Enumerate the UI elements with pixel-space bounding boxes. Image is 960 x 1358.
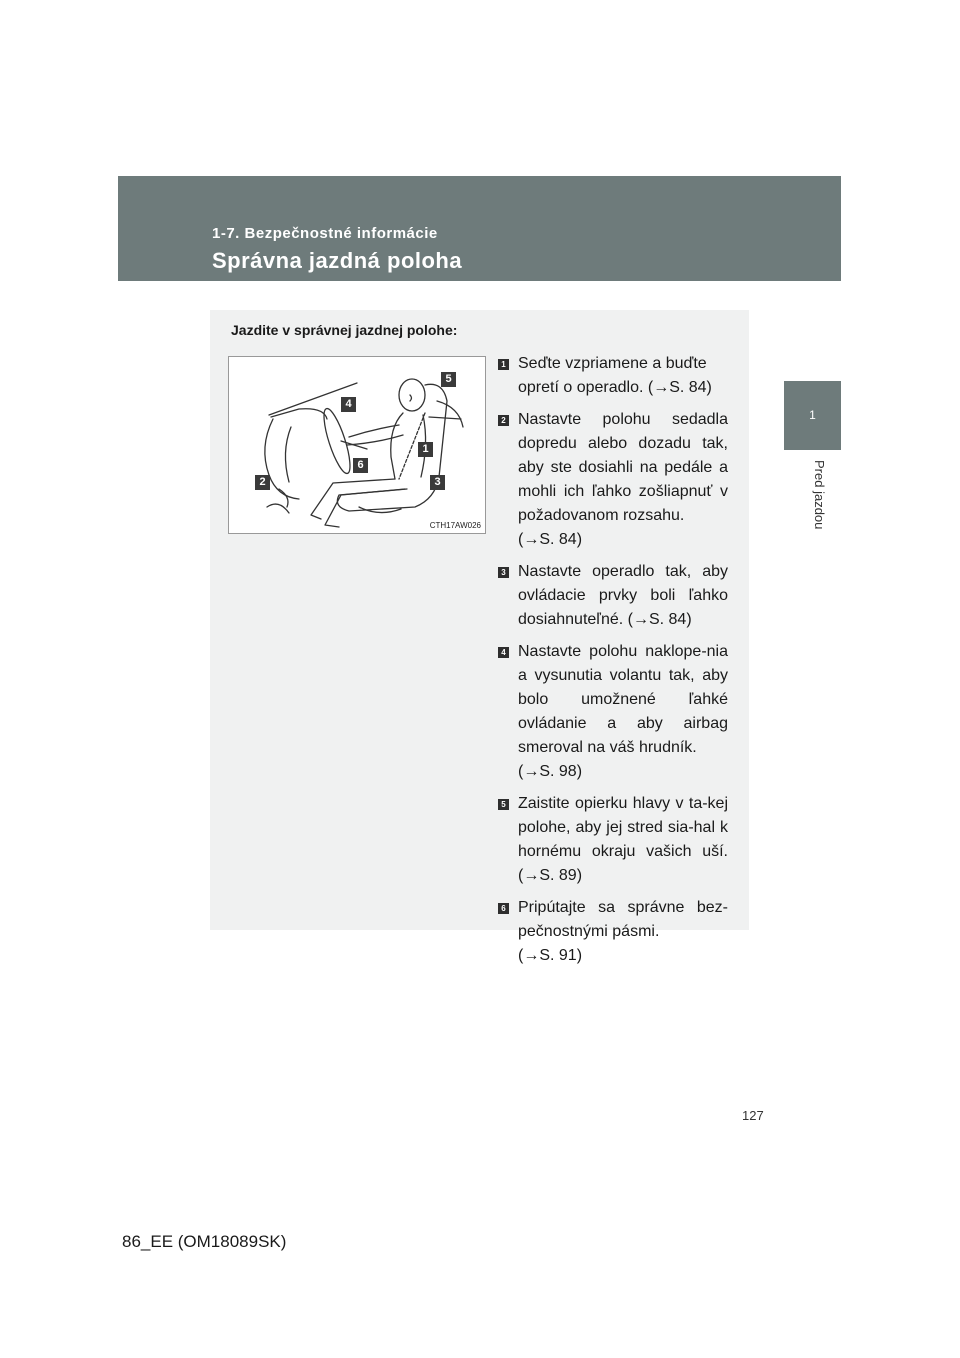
list-item (498, 640, 728, 784)
step-number: 2 (498, 415, 509, 426)
page-title: Správna jazdná poloha (212, 248, 463, 273)
callout-3: 3 (430, 475, 445, 490)
step-text: Nastavte polohu naklope-nia a vysunutia volantu tak, aby bolo umožnené ľahké ovládanie a aby airbag smeroval na váš hrudník. (→S. 98) (518, 643, 728, 780)
step-text: Pripútajte sa správne bez-pečnostnými pásmi. (→S. 91) (518, 899, 728, 964)
callout-4: 4 (341, 397, 356, 412)
step-number: 1 (498, 359, 509, 370)
driving-position-figure (228, 356, 486, 534)
section-label: 1-7. Bezpečnostné informácie (212, 225, 438, 242)
callout-2: 2 (255, 475, 270, 490)
list-item (498, 896, 728, 968)
callout-5: 5 (441, 372, 456, 387)
list-item (498, 352, 728, 400)
callout-1: 1 (418, 442, 433, 457)
content-box (210, 310, 749, 964)
list-item (498, 560, 728, 632)
chapter-tab-label: Pred jazdou (812, 460, 827, 530)
chapter-tab: 1 (784, 381, 841, 450)
step-text: Nastavte operadlo tak, aby ovládacie prvky boli ľahko dosiahnuteľné. (→S. 84) (518, 563, 728, 628)
document-code: 86_EE (OM18089SK) (122, 1232, 287, 1251)
list-item (498, 408, 728, 552)
step-number: 4 (498, 647, 509, 658)
step-number: 5 (498, 799, 509, 810)
steps-list (498, 352, 728, 976)
intro-text: Jazdite v správnej jazdnej polohe: (231, 322, 458, 338)
step-number: 3 (498, 567, 509, 578)
step-number: 6 (498, 903, 509, 914)
callout-6: 6 (353, 458, 368, 473)
chapter-header (118, 176, 841, 281)
step-text: Seďte vzpriamene a buďte opretí o operadlo. (→S. 84) (518, 355, 712, 396)
figure-code: CTH17AW026 (429, 521, 481, 530)
step-text: Nastavte polohu sedadla dopredu alebo dozadu tak, aby ste dosiahli na pedále a mohli ich ľahko zošliapnuť v požadovanom rozsahu. (→S. 84) (518, 411, 728, 548)
step-text: Zaistite opierku hlavy v ta-kej polohe, aby jej stred sia-hal k hornému okraju vašich uší. (→S. 89) (518, 795, 728, 884)
list-item (498, 792, 728, 888)
page-number: 127 (742, 1108, 764, 1123)
